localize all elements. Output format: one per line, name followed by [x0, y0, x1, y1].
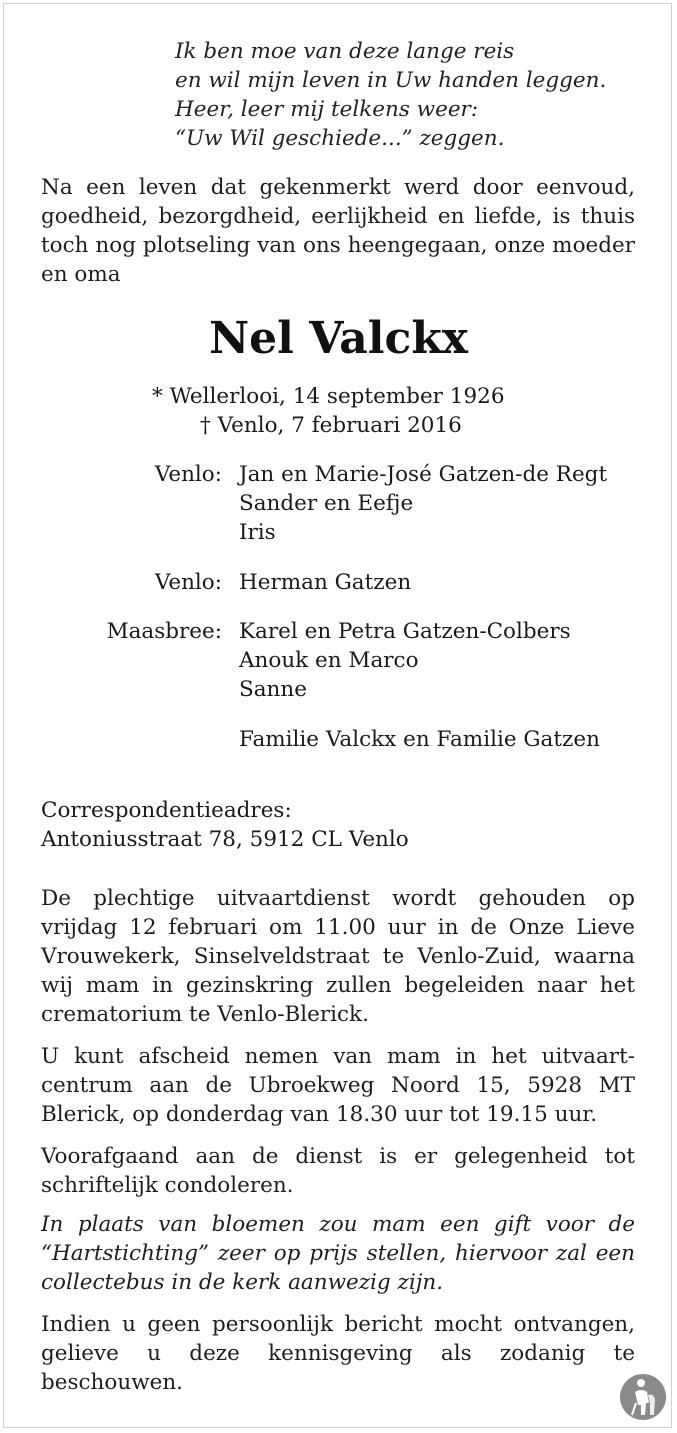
poem	[175, 37, 606, 153]
poem-line: Heer, leer mij telkens weer:	[175, 97, 479, 122]
family-place: Venlo:	[154, 462, 222, 487]
family-member: Iris	[239, 520, 276, 545]
correspondence-address: Antoniusstraat 78, 5912 CL Venlo	[41, 827, 409, 852]
family-member: Sander en Eefje	[239, 491, 414, 516]
poem-line: “Uw Wil geschiede...” zeggen.	[175, 126, 505, 151]
correspondence-label: Correspondentieadres:	[41, 798, 292, 823]
deceased-name: Nel Valckx	[208, 313, 469, 364]
family-member: Anouk en Marco	[239, 648, 419, 673]
family-names	[239, 725, 600, 754]
family-member: Karel en Petra Gatzen-Colbers	[239, 619, 571, 644]
family-names	[239, 617, 571, 704]
farewell-paragraph: U kunt afscheid nemen van mam in het uitvaartcentrum aan de Ubroekweg Noord 15, 5928 MT Blerick, op donderdag van 18.30 uur tot 19.15 uur.	[41, 1044, 635, 1127]
family-names	[239, 568, 411, 597]
family-member: Sanne	[239, 677, 307, 702]
poem-line: en wil mijn leven in Uw handen leggen.	[175, 68, 607, 93]
intro-text: Na een leven dat gekenmerkt werd door eenvoud, goedheid, bezorgdheid, eerlijkheid en liefde, is thuis toch nog plotseling van ons heengegaan, onze moeder en oma	[41, 175, 635, 287]
birth-date: * Wellerlooi, 14 september 1926	[152, 384, 505, 409]
notice-paragraph: Indien u geen persoonlijk bericht mocht ontvangen, gelieve u deze kennisgeving als zodanig te beschouwen.	[41, 1312, 635, 1395]
family-member: Familie Valckx en Familie Gatzen	[239, 727, 600, 752]
family-names	[239, 460, 607, 547]
family-place: Venlo:	[154, 570, 222, 595]
service-paragraph: De plechtige uitvaartdienst wordt gehouden op vrijdag 12 februari om 11.00 uur in de Onze Lieve Vrouwekerk, Sinselveldstraat te Venlo-Zuid, waarna wij mam in gezinskring zullen begeleiden naar het crematorium te Venlo-Blerick.	[41, 886, 635, 1027]
death-date: † Venlo, 7 februari 2016	[200, 413, 462, 438]
family-place: Maasbree:	[106, 619, 222, 644]
family-member: Herman Gatzen	[239, 570, 412, 595]
poem-line: Ik ben moe van deze lange reis	[175, 39, 515, 64]
condolence-paragraph: Voorafgaand aan de dienst is er gelegenheid tot schriftelijk condoleren.	[41, 1144, 635, 1198]
family-member: Jan en Marie-José Gatzen-de Regt	[239, 462, 608, 487]
flowers-paragraph: In plaats van bloemen zou mam een gift voor de “Hartstichting” zeer op prijs stellen, hiervoor zal een collectebus in de kerk aanwezig zijn.	[41, 1212, 635, 1295]
memorial-figure-icon	[619, 1373, 667, 1421]
